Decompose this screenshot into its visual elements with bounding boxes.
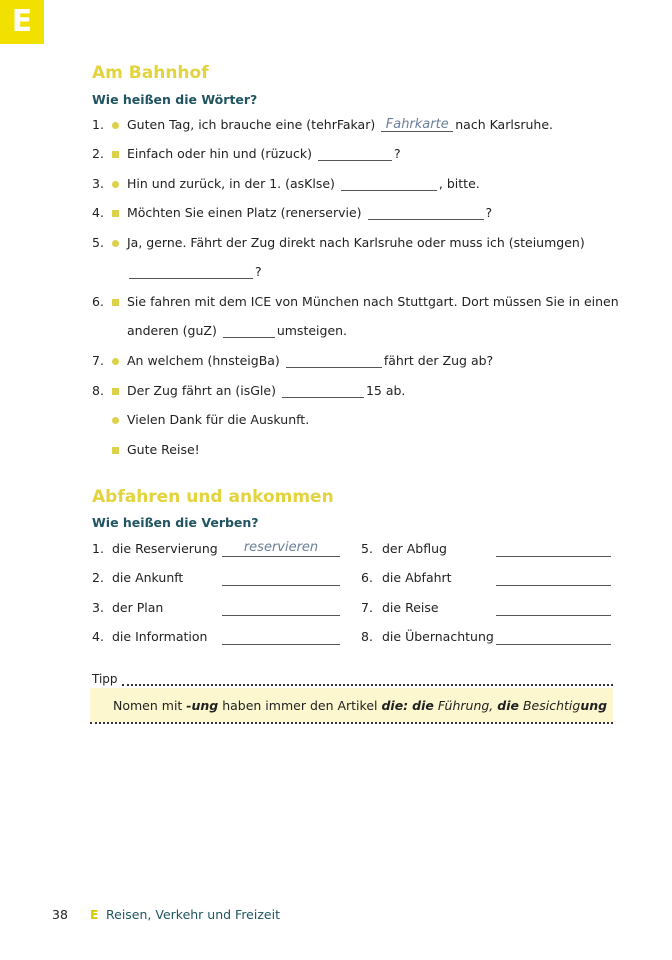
item-line bbox=[127, 323, 347, 338]
noun-text: die Abfahrt bbox=[382, 570, 452, 585]
item-number: 5. bbox=[92, 235, 104, 250]
noun-text: der Plan bbox=[112, 600, 164, 615]
square-bullet-icon bbox=[112, 388, 119, 395]
item-number: 8. bbox=[92, 383, 104, 398]
tip-part: Führung, bbox=[433, 698, 498, 713]
verb-answer-blank[interactable] bbox=[496, 540, 611, 557]
noun-text: die Reservierung bbox=[112, 541, 218, 556]
answer-blank[interactable]: Fahrkarte bbox=[381, 117, 453, 132]
item-line bbox=[127, 146, 401, 161]
answer-blank[interactable] bbox=[368, 205, 484, 220]
item-line bbox=[127, 205, 492, 220]
item-text: anderen (guZ) bbox=[127, 323, 217, 338]
tip-label: Tipp bbox=[92, 672, 118, 686]
square-bullet-icon bbox=[112, 299, 119, 306]
chapter-title: Reisen, Verkehr und Freizeit bbox=[106, 907, 280, 922]
verb-answer-blank[interactable]: reservieren bbox=[222, 540, 340, 557]
circle-bullet-icon bbox=[112, 417, 119, 424]
section-subtitle: Wie heißen die Wörter? bbox=[92, 92, 258, 107]
item-number: 1. bbox=[92, 541, 104, 556]
item-number: 6. bbox=[92, 294, 104, 309]
item-text: Sie fahren mit dem ICE von München nach Stuttgart. Dort müssen Sie in einen bbox=[127, 294, 619, 309]
verb-answer-blank[interactable] bbox=[222, 569, 340, 586]
item-number: 3. bbox=[92, 176, 104, 191]
verb-answer-blank[interactable] bbox=[496, 569, 611, 586]
noun-text: der Abflug bbox=[382, 541, 447, 556]
item-number: 2. bbox=[92, 570, 104, 585]
tip-part: die: bbox=[381, 698, 409, 713]
item-text: Möchten Sie einen Platz (renerservie) bbox=[127, 205, 362, 220]
tip-part: die bbox=[497, 698, 519, 713]
answer-blank[interactable] bbox=[223, 323, 275, 338]
verb-answer-blank[interactable] bbox=[222, 628, 340, 645]
answer-blank[interactable] bbox=[282, 383, 364, 398]
item-line bbox=[127, 264, 262, 279]
chapter-badge: E bbox=[0, 0, 44, 44]
page-number: 38 bbox=[52, 907, 68, 922]
item-text: Vielen Dank für die Auskunft. bbox=[127, 412, 310, 427]
tip-part: Nomen mit bbox=[113, 698, 187, 713]
square-bullet-icon bbox=[112, 447, 119, 454]
item-number: 1. bbox=[92, 117, 104, 132]
noun-text: die Information bbox=[112, 629, 208, 644]
item-number: 4. bbox=[92, 205, 104, 220]
square-bullet-icon bbox=[112, 151, 119, 158]
item-text: Ja, gerne. Fährt der Zug direkt nach Karlsruhe oder muss ich (steiumgen) bbox=[127, 235, 585, 250]
item-number: 8. bbox=[361, 629, 373, 644]
verb-answer-blank[interactable] bbox=[496, 599, 611, 616]
item-number: 6. bbox=[361, 570, 373, 585]
item-line bbox=[127, 383, 405, 398]
square-bullet-icon bbox=[112, 210, 119, 217]
item-number: 7. bbox=[361, 600, 373, 615]
tip-part: -ung bbox=[186, 698, 219, 713]
item-text: nach Karlsruhe. bbox=[455, 117, 553, 132]
item-number: 5. bbox=[361, 541, 373, 556]
item-line bbox=[127, 353, 493, 368]
divider bbox=[90, 722, 613, 724]
item-line bbox=[127, 176, 480, 191]
tip-box bbox=[90, 688, 613, 722]
chapter-letter: E bbox=[90, 907, 99, 922]
item-text: fährt der Zug ab? bbox=[383, 353, 494, 368]
item-text: 15 ab. bbox=[365, 383, 406, 398]
circle-bullet-icon bbox=[112, 358, 119, 365]
answer-blank[interactable] bbox=[318, 146, 392, 161]
item-number: 2. bbox=[92, 146, 104, 161]
item-text: ? bbox=[255, 264, 262, 279]
item-number: 3. bbox=[92, 600, 104, 615]
divider bbox=[122, 684, 613, 686]
item-text: ? bbox=[485, 205, 493, 220]
section-subtitle: Wie heißen die Verben? bbox=[92, 515, 259, 530]
item-number: 4. bbox=[92, 629, 104, 644]
section-title: Abfahren und ankommen bbox=[92, 487, 334, 507]
answer-blank[interactable] bbox=[129, 264, 253, 279]
item-text: Gute Reise! bbox=[127, 442, 200, 457]
item-text: umsteigen. bbox=[276, 323, 348, 338]
noun-text: die Übernachtung bbox=[382, 629, 494, 644]
item-text: Hin und zurück, in der 1. (asKlse) bbox=[127, 176, 335, 191]
section-title: Am Bahnhof bbox=[92, 63, 209, 83]
circle-bullet-icon bbox=[112, 122, 119, 129]
answer-blank[interactable] bbox=[341, 176, 437, 191]
item-text: Einfach oder hin und (rüzuck) bbox=[127, 146, 312, 161]
item-text: Guten Tag, ich brauche eine (tehrFakar) bbox=[127, 117, 376, 132]
tip-part: ung bbox=[580, 698, 608, 713]
circle-bullet-icon bbox=[112, 181, 119, 188]
verb-answer-blank[interactable] bbox=[496, 628, 611, 645]
tip-part: die bbox=[412, 698, 434, 713]
item-text: Der Zug fährt an (isGle) bbox=[127, 383, 276, 398]
item-line bbox=[127, 117, 553, 132]
item-text: An welchem (hnsteigBa) bbox=[127, 353, 280, 368]
noun-text: die Ankunft bbox=[112, 570, 184, 585]
tip-part: Besichtig bbox=[518, 698, 581, 713]
item-text: ? bbox=[393, 146, 401, 161]
verb-answer-blank[interactable] bbox=[222, 599, 340, 616]
noun-text: die Reise bbox=[382, 600, 439, 615]
tip-text bbox=[113, 698, 607, 713]
item-number: 7. bbox=[92, 353, 104, 368]
tip-part: haben immer den Artikel bbox=[218, 698, 382, 713]
circle-bullet-icon bbox=[112, 240, 119, 247]
item-text: , bitte. bbox=[438, 176, 480, 191]
answer-blank[interactable] bbox=[286, 353, 382, 368]
